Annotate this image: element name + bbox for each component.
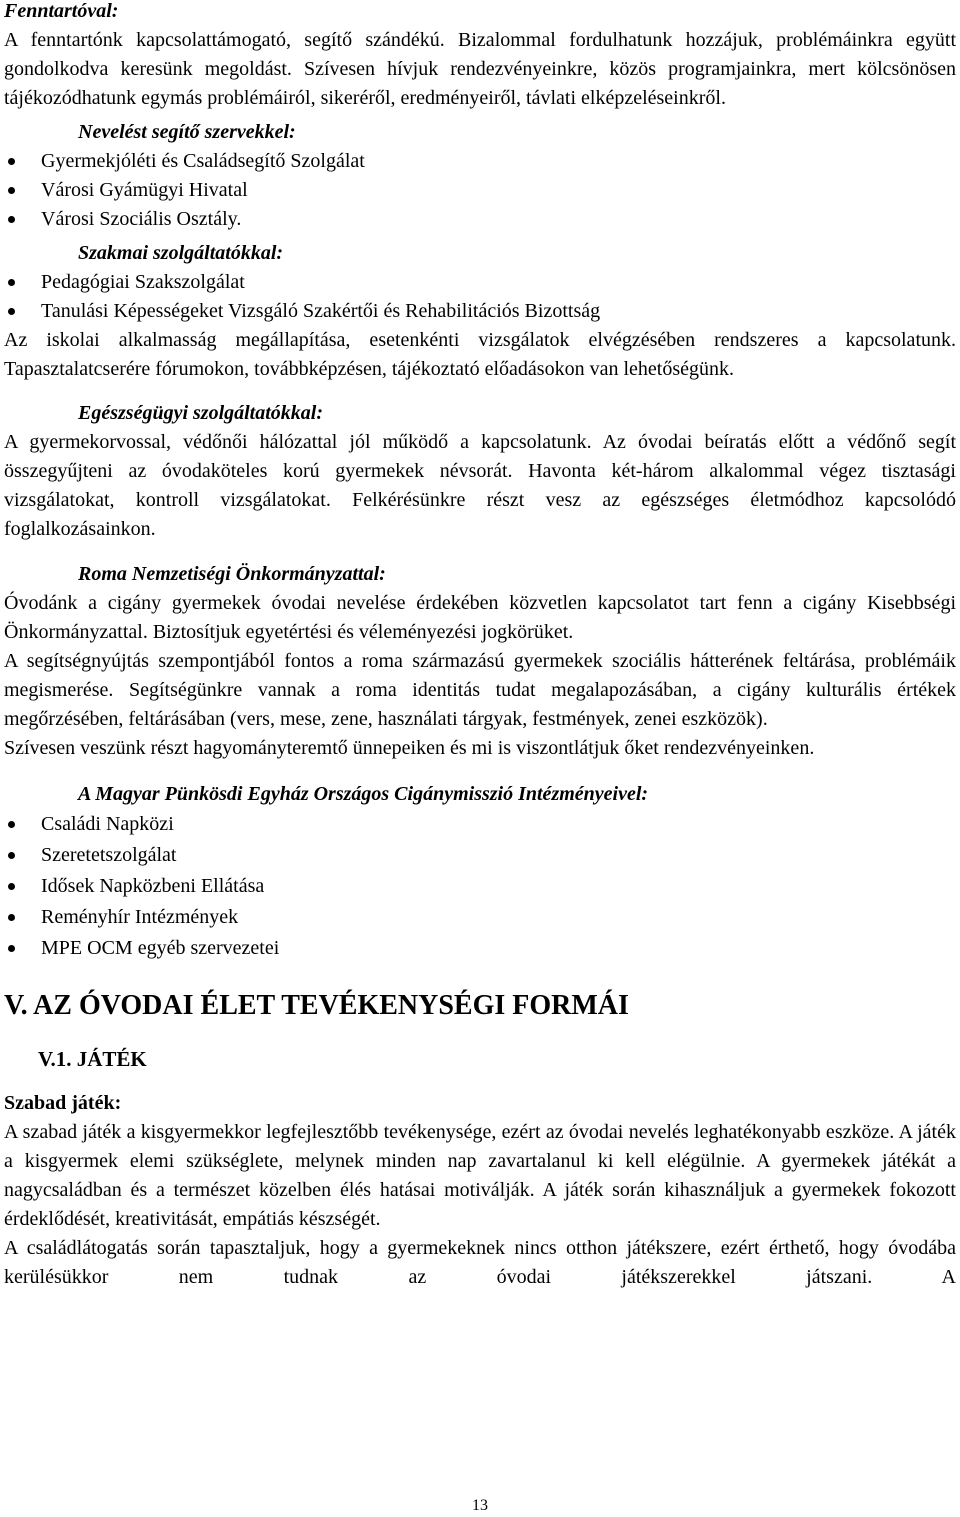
list-item: Reményhír Intézmények (4, 902, 956, 933)
bullet-icon (8, 216, 15, 223)
jatek-paragraph-2: A családlátogatás során tapasztaljuk, hogy a gyermekeknek nincs otthon játékszere, ezért érthető, hogy óvodába kerülésükkor nem tudnak az óvodai játékszerekkel játszani. A (4, 1237, 956, 1288)
bullet-icon (8, 945, 15, 952)
bullet-icon (8, 279, 15, 286)
punkosdi-heading: A Magyar Pünkösdi Egyház Országos Cigánymisszió Intézményeivel: (78, 783, 649, 805)
neveles-list (4, 147, 956, 234)
neveles-heading: Nevelést segítő szervekkel: (78, 121, 296, 143)
jatek-paragraph-1: A szabad játék a kisgyermekkor legfejlesztőbb tevékenysége, ezért az óvodai nevelés leghatékonyabb eszköze. A játék a kisgyermek elemi szükséglete, melynek minden nap zavartalanul ki kell elégülnie. A gyermekek játékát a nagycsaládban és a természet közelben élés hatásai motiválják. A játék során kihasználjuk a gyermekek fokozott érdeklődését, kreativitását, empátiás készségét. (4, 1121, 956, 1230)
list-item: Pedagógiai Szakszolgálat (4, 268, 956, 297)
list-item: Szeretetszolgálat (4, 840, 956, 871)
list-item: Városi Gyámügyi Hivatal (4, 176, 956, 205)
roma-paragraph-1: Óvodánk a cigány gyermekek óvodai nevelése érdekében közvetlen kapcsolatot tart fenn a cigány Kisebbségi Önkormányzattal. Biztosítjuk egyetértési és véleményezési jogkörüket. (4, 592, 956, 643)
page-number: 13 (472, 1497, 488, 1514)
roma-paragraph-3: Szívesen veszünk részt hagyományteremtő ünnepeiken és mi is viszontlátjuk őket rendezvényeinken. (4, 737, 815, 759)
list-item: Idősek Napközbeni Ellátása (4, 871, 956, 902)
bullet-icon (8, 308, 15, 315)
szakmai-paragraph: Az iskolai alkalmasság megállapítása, esetenkénti vizsgálatok elvégzésében rendszeres a kapcsolatunk. Tapasztalatcserére fórumokon, továbbképzésen, tájékoztató előadásokon van lehetőségünk. (4, 329, 956, 380)
list-item: Tanulási Képességeket Vizsgáló Szakértői és Rehabilitációs Bizottság (4, 297, 956, 326)
bullet-icon (8, 914, 15, 921)
document-page (4, 0, 956, 1292)
bullet-icon (8, 852, 15, 859)
list-item: Városi Szociális Osztály. (4, 205, 956, 234)
subheading-szabad-jatek: Szabad játék: (4, 1092, 122, 1114)
szakmai-heading: Szakmai szolgáltatókkal: (78, 242, 284, 264)
list-item: MPE OCM egyéb szervezetei (4, 933, 956, 964)
egeszseg-heading: Egészségügyi szolgáltatókkal: (78, 402, 324, 424)
list-item: Gyermekjóléti és Családsegítő Szolgálat (4, 147, 956, 176)
roma-paragraph-2: A segítségnyújtás szempontjából fontos a roma származású gyermekek szociális hátterének feltárása, problémáik megismerése. Segítségünkre vannak a roma identitás tudat megalapozásában, a cigány kulturális értékek megőrzésében, feltárásában (vers, mese, zene, használati tárgyak, festmények, zenei eszközök). (4, 650, 956, 730)
bullet-icon (8, 158, 15, 165)
roma-heading: Roma Nemzetiségi Önkormányzattal: (78, 563, 386, 585)
fenntarto-paragraph: A fenntartónk kapcsolattámogató, segítő szándékú. Bizalommal fordulhatunk hozzájuk, problémáinkra együtt gondolkodva keresünk megoldást. Szívesen hívjuk rendezvényeinkre, közös programjainkra, mert kölcsönösen tájékozódhatunk egymás problémáiról, sikeréről, eredményeiről, távlati elképzeléseinkről. (4, 29, 956, 109)
fenntarto-heading: Fenntartóval: (4, 0, 119, 22)
bullet-icon (8, 821, 15, 828)
szakmai-list (4, 268, 956, 326)
chapter-title: V. AZ ÓVODAI ÉLET TEVÉKENYSÉGI FORMÁI (4, 990, 629, 1021)
bullet-icon (8, 883, 15, 890)
punkosdi-list (4, 809, 956, 964)
bullet-icon (8, 187, 15, 194)
section-title: V.1. JÁTÉK (38, 1047, 147, 1071)
list-item: Családi Napközi (4, 809, 956, 840)
egeszseg-paragraph: A gyermekorvossal, védőnői hálózattal jól működő a kapcsolatunk. Az óvodai beíratás előtt a védőnő segít összegyűjteni az óvodaköteles korú gyermekek névsorát. Havonta két-három alkalommal végez tisztasági vizsgálatokat, kontroll vizsgálatokat. Felkérésünkre részt vesz az egészséges életmódhoz kapcsolódó foglalkozásainkon. (4, 431, 956, 540)
